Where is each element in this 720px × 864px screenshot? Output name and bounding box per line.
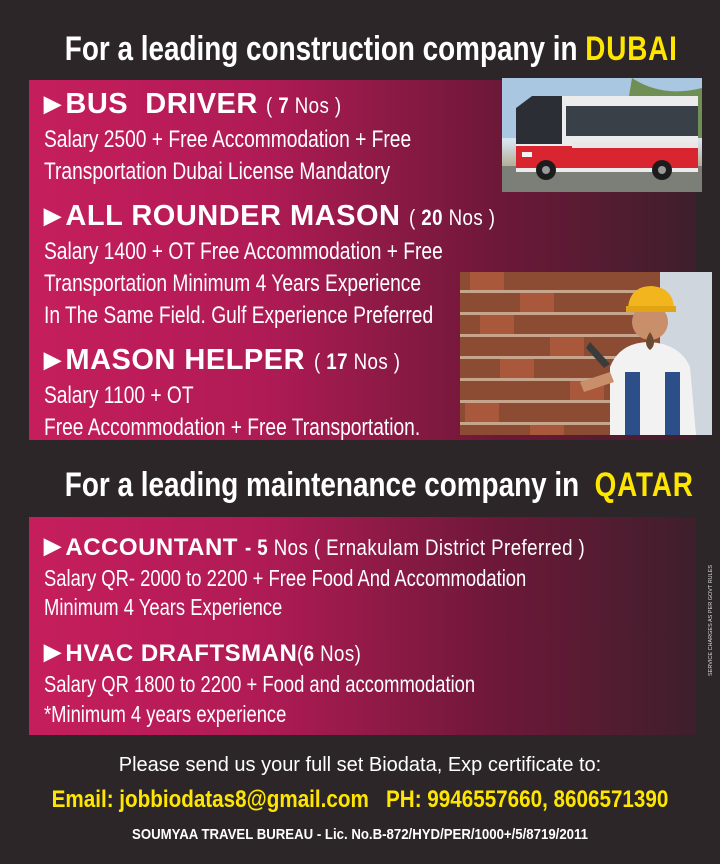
mason-helper-count: ( 17 Nos )	[313, 349, 401, 374]
bus-driver-title-text: BUS DRIVER	[65, 88, 258, 120]
hvac-draftsman-count: (6 Nos)	[297, 641, 362, 666]
hvac-draftsman-line-1: Salary QR 1800 to 2200 + Food and accommodation	[44, 671, 476, 697]
qatar-heading-text: For a leading maintenance company in	[64, 466, 580, 504]
bus-driver-line-1: Salary 2500 + Free Accommodation + Free	[44, 126, 412, 153]
play-arrow-icon: ▶	[44, 347, 62, 372]
accountant-line-2: Minimum 4 Years Experience	[44, 594, 283, 620]
accountant-title-text: ACCOUNTANT	[65, 534, 238, 561]
accountant-count: - 5 Nos ( Ernakulam District Preferred )	[245, 535, 586, 560]
mason-title	[44, 200, 511, 233]
mason-helper-title	[44, 344, 415, 377]
send-biodata-text: Please send us your full set Biodata, Exp certificate to:	[118, 754, 602, 776]
dubai-place-label: DUBAI	[585, 30, 678, 68]
mason-image	[460, 272, 712, 435]
hvac-draftsman-line-2: *Minimum 4 years experience	[44, 701, 287, 727]
bus-driver-title	[44, 88, 355, 121]
bus-driver-line-2: Transportation Dubai License Mandatory	[44, 158, 391, 185]
dubai-heading-text: For a leading construction company in	[64, 30, 578, 68]
mason-helper-title-text: MASON HELPER	[65, 344, 306, 376]
play-arrow-icon: ▶	[44, 639, 62, 664]
bus-driver-count: ( 7 Nos )	[266, 93, 342, 118]
qatar-heading	[64, 466, 694, 505]
bus-image	[502, 78, 702, 192]
hvac-draftsman-title-text: HVAC DRAFTSMAN	[65, 640, 298, 667]
accountant-title	[44, 533, 645, 562]
accountant-line-1: Salary QR- 2000 to 2200 + Free Food And Accommodation	[44, 565, 527, 591]
service-charges-note: SERVICE CHARGES AS PER GOVT RULES	[708, 564, 714, 676]
mason-helper-line-1: Salary 1100 + OT	[44, 382, 194, 409]
mason-count: ( 20 Nos )	[409, 205, 496, 230]
dubai-heading	[64, 30, 678, 69]
license-text: SOUMYAA TRAVEL BUREAU - Lic. No.B-872/HYD/PER/1000+/5/8719/2011	[132, 826, 588, 843]
play-arrow-icon: ▶	[44, 203, 62, 228]
play-arrow-icon: ▶	[44, 533, 62, 558]
contact-info[interactable]: Email: jobbiodatas8@gmail.com PH: 9946557660, 8606571390	[51, 786, 669, 813]
mason-helper-line-2: Free Accommodation + Free Transportation.	[44, 414, 421, 441]
mason-title-text: ALL ROUNDER MASON	[65, 200, 401, 232]
mason-line-3: In The Same Field. Gulf Experience Preferred	[44, 302, 434, 329]
mason-line-2: Transportation Minimum 4 Years Experience	[44, 270, 422, 297]
hvac-draftsman-title	[44, 639, 373, 668]
qatar-place-label: QATAR	[594, 466, 694, 504]
mason-line-1: Salary 1400 + OT Free Accommodation + Free	[44, 238, 443, 265]
play-arrow-icon: ▶	[44, 91, 62, 116]
